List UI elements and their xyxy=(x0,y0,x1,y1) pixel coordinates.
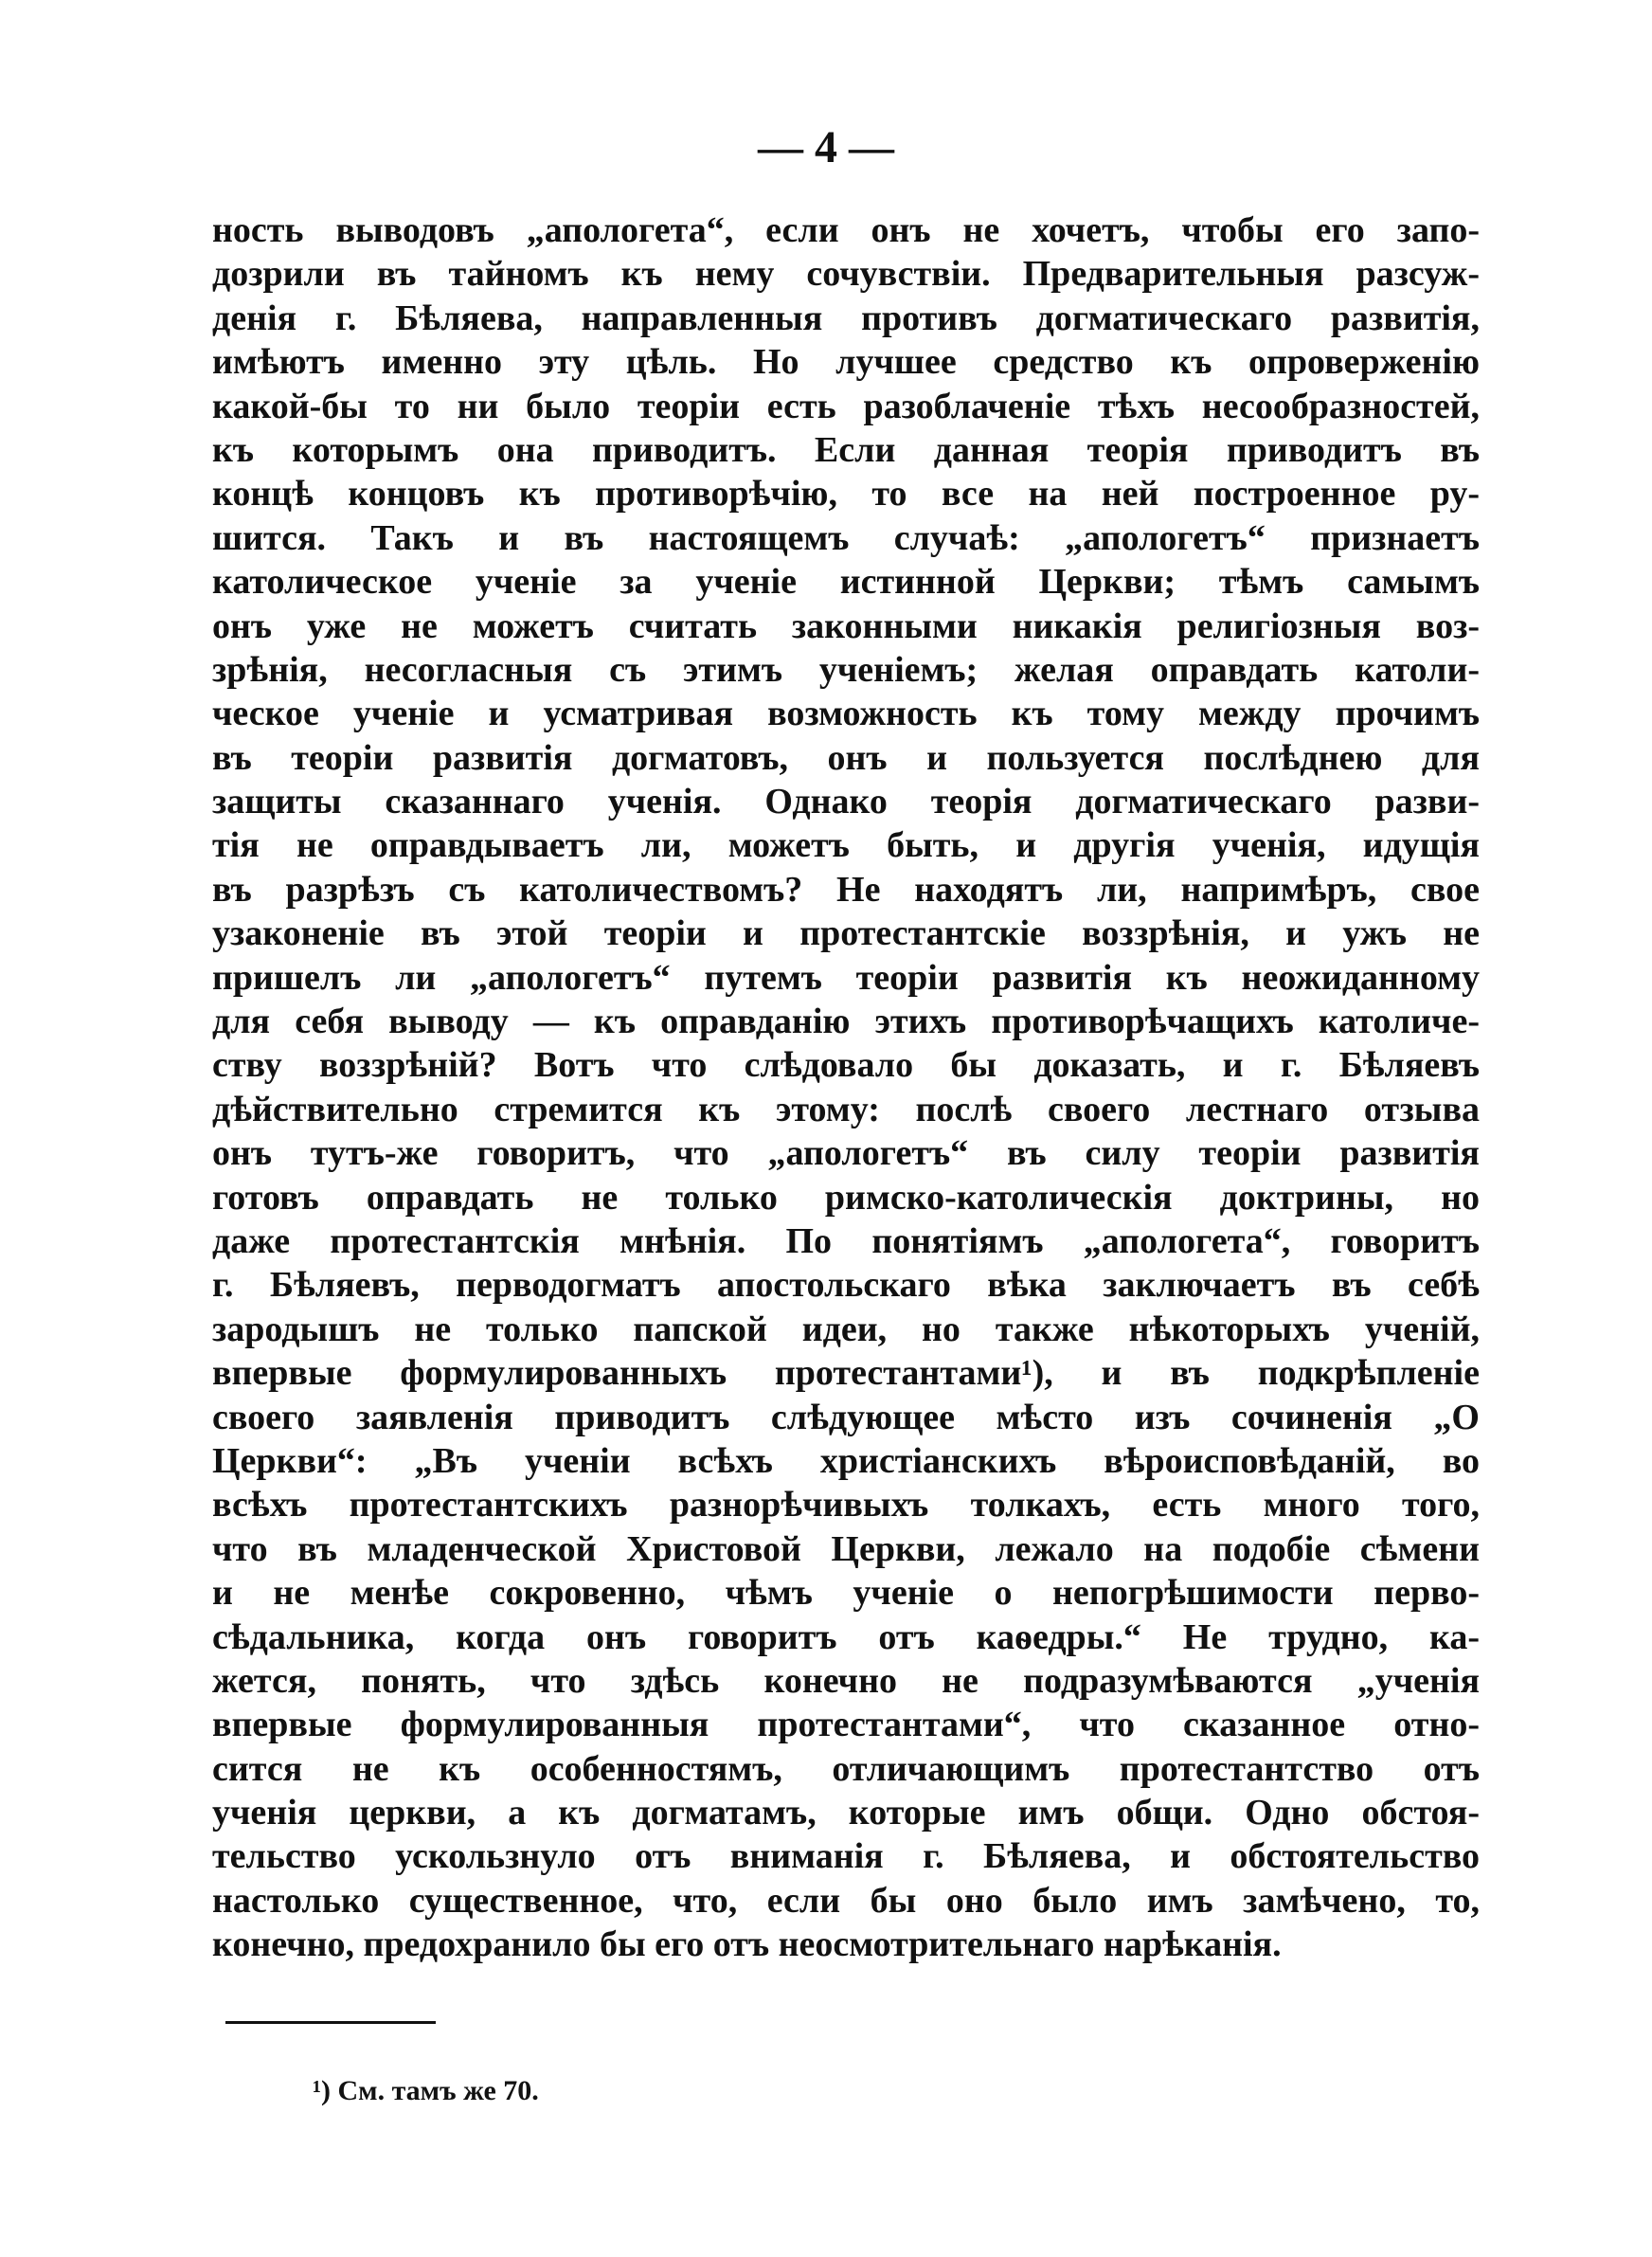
text-line: ческое ученіе и усматривая возможность къ тому между прочимъ xyxy=(212,694,1480,734)
text-line: своего заявленія приводитъ слѣдующее мѣсто изъ сочиненія „О xyxy=(212,1397,1480,1437)
text-line: въ разрѣзъ съ католичествомъ? Не находятъ ли, напримѣръ, свое xyxy=(212,869,1480,910)
text-line: ству воззрѣній? Вотъ что слѣдовало бы доказать, и г. Бѣляевъ xyxy=(212,1045,1480,1086)
body-text xyxy=(212,208,1480,1967)
text-line: католическое ученіе за ученіе истинной Церкви; тѣмъ самымъ xyxy=(212,562,1480,603)
text-line: жется, понять, что здѣсь конечно не подразумѣваются „ученія xyxy=(212,1660,1480,1701)
text-line: зародышъ не только папской идеи, но также нѣкоторыхъ ученій, xyxy=(212,1309,1480,1349)
footnote-divider xyxy=(225,2021,436,2024)
text-line: концѣ концовъ къ противорѣчію, то все на ней построенное ру- xyxy=(212,474,1480,515)
text-line: сится не къ особенностямъ, отличающимъ протестантство отъ xyxy=(212,1748,1480,1789)
text-line: онъ уже не можетъ считать законными никакія религіозныя воз- xyxy=(212,605,1480,646)
text-line: дѣйствительно стремится къ этому: послѣ своего лестнаго отзыва xyxy=(212,1089,1480,1129)
text-line: пришелъ ли „апологетъ“ путемъ теоріи развитія къ неожиданному xyxy=(212,957,1480,998)
text-line: шится. Такъ и въ настоящемъ случаѣ: „апологетъ“ признаетъ xyxy=(212,517,1480,558)
text-line: имѣютъ именно эту цѣль. Но лучшее средство къ опроверженію xyxy=(212,342,1480,383)
text-line: ность выводовъ „апологета“, если онъ не хочетъ, чтобы его запо- xyxy=(212,210,1480,250)
text-line: настолько существенное, что, если бы оно было имъ замѣчено, то, xyxy=(212,1880,1480,1921)
text-line: Церкви“: „Въ ученіи всѣхъ христіанскихъ вѣроисповѣданій, во xyxy=(212,1440,1480,1481)
text-line: и не менѣе сокровенно, чѣмъ ученіе о непогрѣшимости перво- xyxy=(212,1573,1480,1614)
text-line: ученія церкви, а къ догматамъ, которые имъ общи. Одно обстоя- xyxy=(212,1793,1480,1833)
text-line: впервые формулированныхъ протестантами¹), и въ подкрѣпленіе xyxy=(212,1353,1480,1394)
text-line: какой-бы то ни было теоріи есть разоблаченіе тѣхъ несообразностей, xyxy=(212,386,1480,426)
text-line: въ теоріи развитія догматовъ, онъ и пользуется послѣднею для xyxy=(212,737,1480,778)
text-line: готовъ оправдать не только римско-католическія доктрины, но xyxy=(212,1177,1480,1218)
footnote: ¹) См. тамъ же 70. xyxy=(313,2075,539,2106)
text-line: что въ младенческой Христовой Церкви, лежало на подобіе сѣмени xyxy=(212,1528,1480,1569)
text-line: г. Бѣляевъ, перводогматъ апостольскаго вѣка заключаетъ въ себѣ xyxy=(212,1265,1480,1306)
text-line: дозрили въ тайномъ къ нему сочувствіи. Предварительныя разсуж- xyxy=(212,254,1480,295)
text-line: денія г. Бѣляева, направленныя противъ догматическаго развитія, xyxy=(212,298,1480,338)
text-line: тельство ускользнуло отъ вниманія г. Бѣляева, и обстоятельство xyxy=(212,1836,1480,1877)
page-number: — 4 — xyxy=(758,122,894,172)
text-line: конечно, предохранило бы его отъ неосмотрительнаго нарѣканія. xyxy=(212,1924,1282,1965)
text-line: зрѣнія, несогласныя съ этимъ ученіемъ; желая оправдать католи- xyxy=(212,649,1480,690)
text-line: тія не оправдываетъ ли, можетъ быть, и другія ученія, идущія xyxy=(212,825,1480,866)
text-line: сѣдальника, когда онъ говоритъ отъ каѳедры.“ Не трудно, ка- xyxy=(212,1616,1480,1657)
text-line: узаконеніе въ этой теоріи и протестантскіе воззрѣнія, и ужъ не xyxy=(212,913,1480,954)
text-line: къ которымъ она приводитъ. Если данная теорія приводитъ въ xyxy=(212,429,1480,470)
text-line: защиты сказаннаго ученія. Однако теорія догматическаго разви- xyxy=(212,782,1480,822)
text-line: даже протестантскія мнѣнія. По понятіямъ „апологета“, говоритъ xyxy=(212,1220,1480,1261)
text-line: всѣхъ протестантскихъ разнорѣчивыхъ толкахъ, есть много того, xyxy=(212,1485,1480,1526)
text-line: для себя выводу — къ оправданію этихъ противорѣчащихъ католиче- xyxy=(212,1002,1480,1042)
text-line: онъ тутъ-же говоритъ, что „апологетъ“ въ силу теоріи развитія xyxy=(212,1133,1480,1174)
text-line: впервые формулированныя протестантами“, что сказанное отно- xyxy=(212,1705,1480,1745)
